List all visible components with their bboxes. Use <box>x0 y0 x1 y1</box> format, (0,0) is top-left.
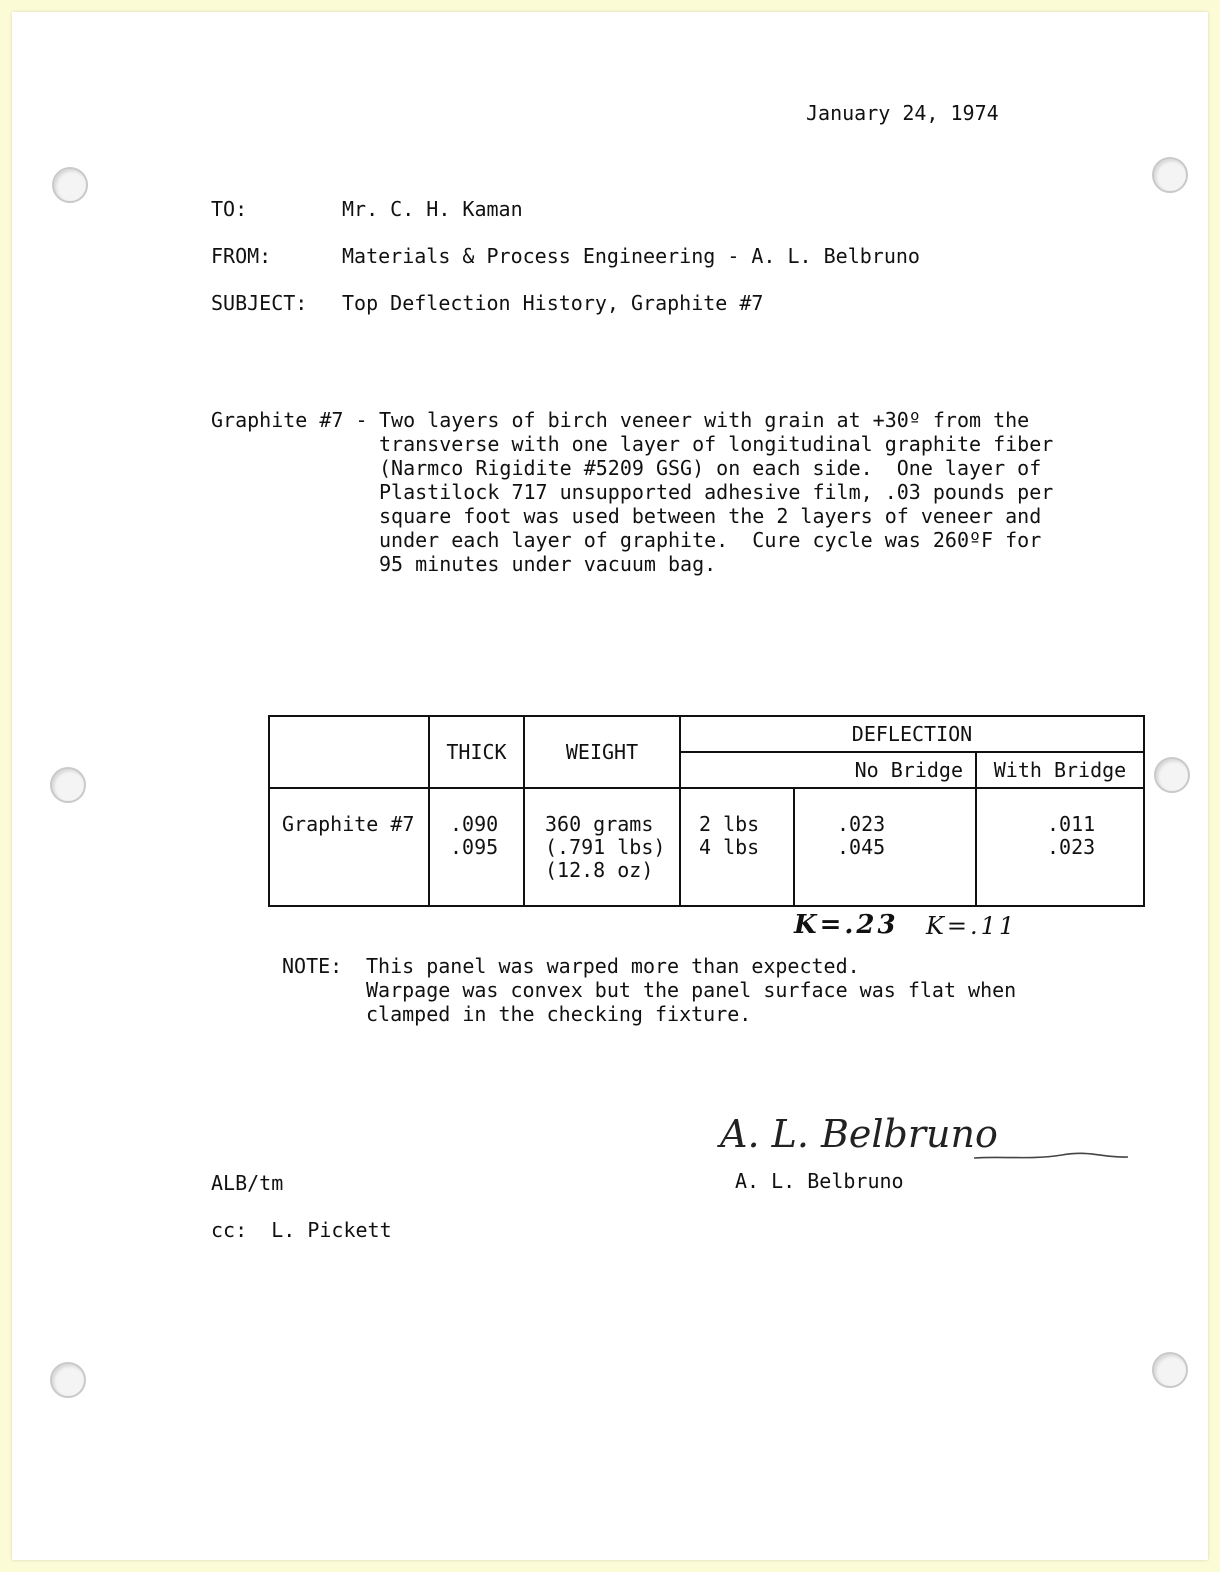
row-name: Graphite #7 <box>282 812 415 836</box>
signature-script: A. L. Belbruno <box>720 1112 998 1156</box>
description-line: Two layers of birch veneer with grain at +30º from the <box>379 408 1030 432</box>
binder-hole-icon <box>1152 1352 1188 1388</box>
header-no-bridge: No Bridge <box>680 752 976 788</box>
note-text <box>366 954 1016 1026</box>
note-line: This panel was warped more than expected. <box>366 954 860 978</box>
binder-hole-icon <box>1152 157 1188 193</box>
deflection-table <box>268 715 1145 907</box>
description-line: square foot was used between the 2 layers of veneer and <box>379 504 1042 528</box>
to-value: Mr. C. H. Kaman <box>342 197 523 221</box>
handwritten-k-with-bridge: K=.11 <box>926 912 1018 940</box>
description-line: Plastilock 717 unsupported adhesive film, .03 pounds per <box>379 480 1054 504</box>
header-thick: THICK <box>429 716 524 788</box>
row-weight: 360 grams (.791 lbs) (12.8 oz) <box>545 812 666 882</box>
description-line: 95 minutes under vacuum bag. <box>379 552 717 576</box>
binder-hole-icon <box>50 767 86 803</box>
table-header-blank <box>269 716 429 788</box>
description-text <box>379 408 1053 576</box>
handwritten-k-no-bridge: K=.23 <box>794 910 899 940</box>
header-weight: WEIGHT <box>524 716 680 788</box>
row-load: 2 lbs 4 lbs <box>699 812 760 859</box>
note-line: Warpage was convex but the panel surface was flat when <box>366 978 1017 1002</box>
description-lead: Graphite #7 - <box>211 408 368 432</box>
from-value: Materials & Process Engineering - A. L. Belbruno <box>342 244 920 268</box>
binder-hole-icon <box>1154 757 1190 793</box>
description-line: transverse with one layer of longitudinal graphite fiber <box>379 432 1054 456</box>
cc-line: cc: L. Pickett <box>211 1218 392 1242</box>
row-no-bridge: .023 .045 <box>837 812 886 859</box>
binder-hole-icon <box>52 167 88 203</box>
note-line: clamped in the checking fixture. <box>366 1002 752 1026</box>
table-row <box>269 788 1144 906</box>
description-line: (Narmco Rigidite #5209 GSG) on each side. One layer of <box>379 456 1042 480</box>
memo-date: January 24, 1974 <box>806 101 999 125</box>
from-label: FROM: <box>211 244 272 268</box>
signature-typed-name: A. L. Belbruno <box>735 1169 904 1193</box>
header-with-bridge: With Bridge <box>976 752 1144 788</box>
to-label: TO: <box>211 197 248 221</box>
author-initials: ALB/tm <box>211 1171 284 1195</box>
subject-value: Top Deflection History, Graphite #7 <box>342 291 764 315</box>
memo-page <box>12 12 1208 1560</box>
header-deflection: DEFLECTION <box>680 716 1144 752</box>
subject-label: SUBJECT: <box>211 291 308 315</box>
signature-tail <box>972 1138 1132 1168</box>
row-with-bridge: .011 .023 <box>1047 812 1096 859</box>
description-line: under each layer of graphite. Cure cycle was 260ºF for <box>379 528 1042 552</box>
note-label: NOTE: <box>282 954 343 978</box>
row-thick: .090 .095 <box>450 812 499 859</box>
binder-hole-icon <box>50 1362 86 1398</box>
